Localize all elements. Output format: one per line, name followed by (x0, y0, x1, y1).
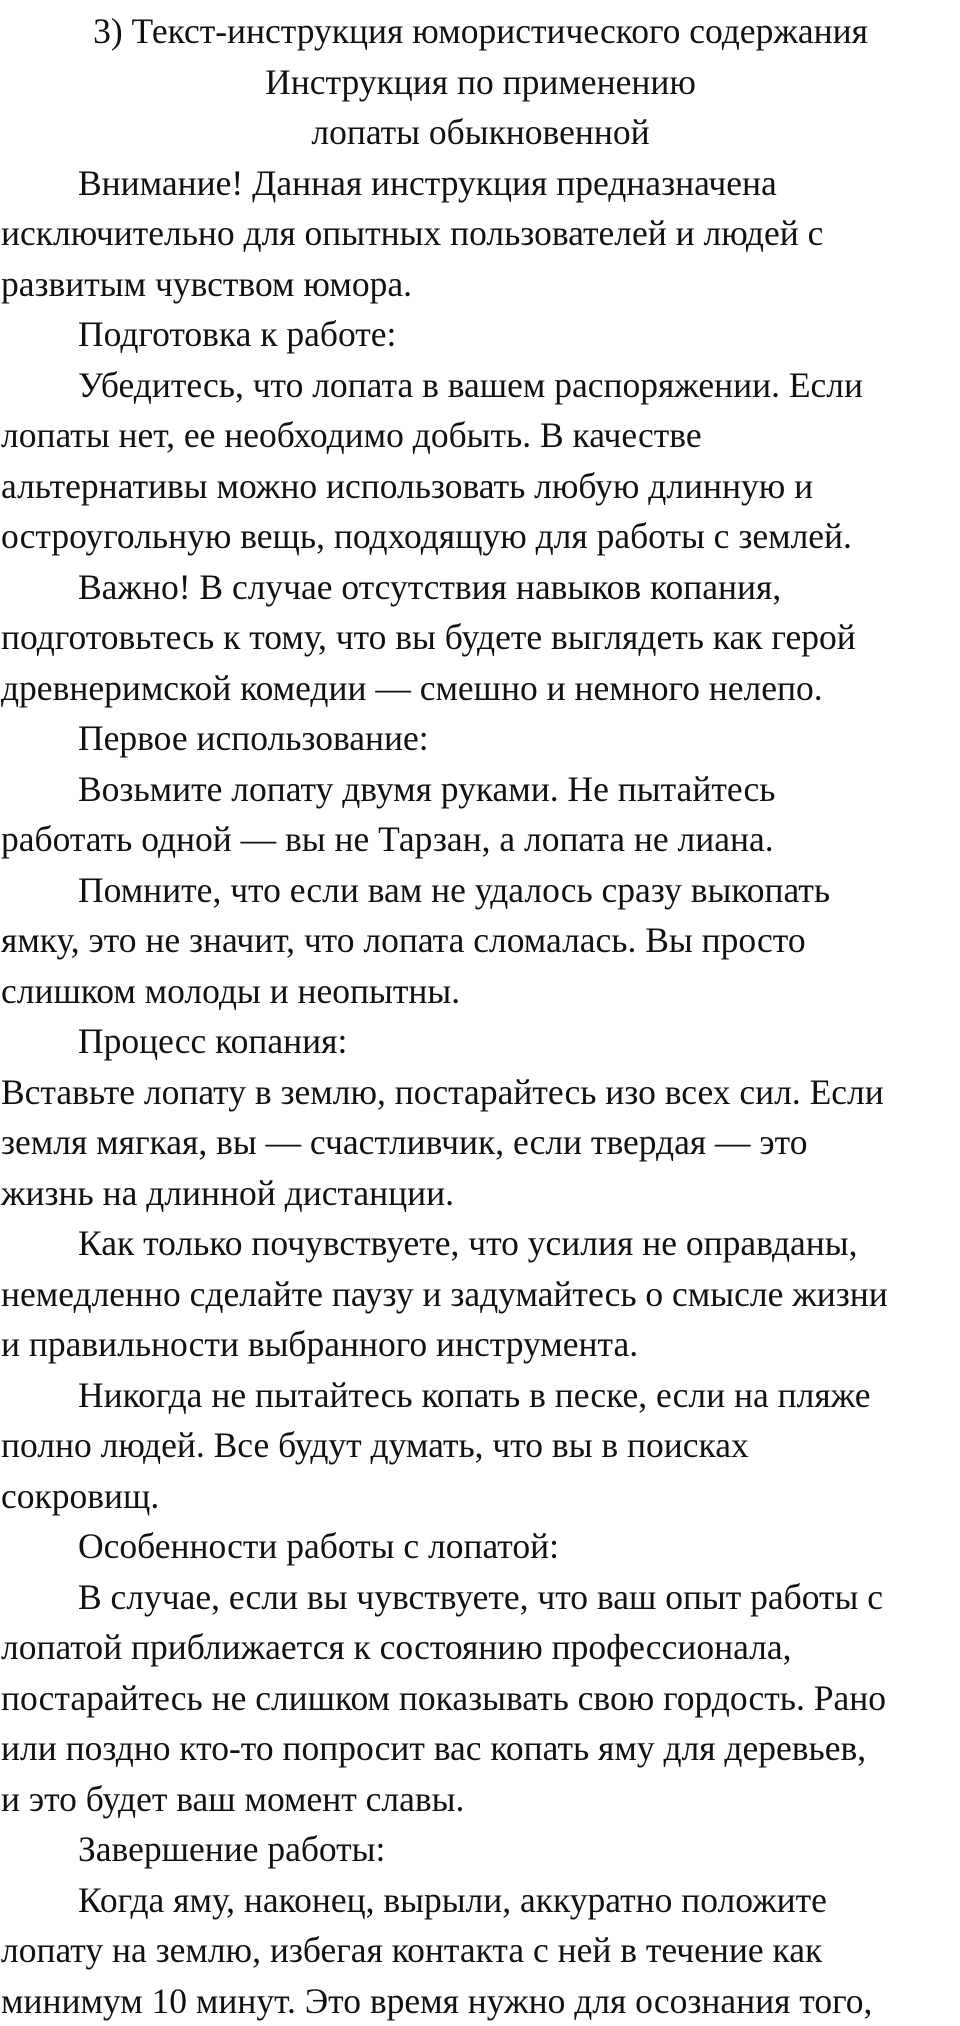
document-title-line-1: Инструкция по применению (1, 57, 960, 108)
section-heading-first-use: Первое использование: (1, 713, 960, 764)
features-paragraph-line: и это будет ваш момент славы. (1, 1774, 960, 1825)
sand-paragraph-line: полно людей. Все будут думать, что вы в поисках (1, 1420, 960, 1471)
document-title-line-2: лопаты обыкновенной (1, 107, 960, 158)
features-paragraph-line: постарайтесь не слишком показывать свою гордость. Рано (1, 1673, 960, 1724)
important-paragraph-line: Важно! В случае отсутствия навыков копания, (1, 562, 960, 613)
first-use-paragraph-line: Возьмите лопату двумя руками. Не пытайтесь (1, 764, 960, 815)
section-heading-preparation: Подготовка к работе: (1, 309, 960, 360)
digging-paragraph-line: земля мягкая, вы — счастливчик, если твердая — это (1, 1117, 960, 1168)
section-heading-completion: Завершение работы: (1, 1824, 960, 1875)
preparation-paragraph-line: лопаты нет, ее необходимо добыть. В качестве (1, 410, 960, 461)
completion-paragraph-line: лопату на землю, избегая контакта с ней в течение как (1, 1925, 960, 1976)
warning-paragraph-line: исключительно для опытных пользователей и людей с (1, 208, 960, 259)
features-paragraph-line: или поздно кто-то попросит вас копать яму для деревьев, (1, 1723, 960, 1774)
important-paragraph-line: древнеримской комедии — смешно и немного нелепо. (1, 663, 960, 714)
warning-paragraph-line: развитым чувством юмора. (1, 259, 960, 310)
preparation-paragraph-line: альтернативы можно использовать любую длинную и (1, 461, 960, 512)
sand-paragraph-line: сокровищ. (1, 1471, 960, 1522)
section-heading-features: Особенности работы с лопатой: (1, 1521, 960, 1572)
completion-paragraph-line: минимум 10 минут. Это время нужно для осознания того, (1, 1976, 960, 2026)
digging-paragraph-line: Вставьте лопату в землю, постарайтесь изо всех сил. Если (1, 1067, 960, 1118)
remember-paragraph-line: слишком молоды и неопытны. (1, 966, 960, 1017)
warning-paragraph-line: Внимание! Данная инструкция предназначена (1, 158, 960, 209)
pause-paragraph-line: и правильности выбранного инструмента. (1, 1319, 960, 1370)
pause-paragraph-line: немедленно сделайте паузу и задумайтесь о смысле жизни (1, 1269, 960, 1320)
first-use-paragraph-line: работать одной — вы не Тарзан, а лопата не лиана. (1, 814, 960, 865)
section-heading-digging: Процесс копания: (1, 1016, 960, 1067)
pause-paragraph-line: Как только почувствуете, что усилия не оправданы, (1, 1218, 960, 1269)
remember-paragraph-line: Помните, что если вам не удалось сразу выкопать (1, 865, 960, 916)
sand-paragraph-line: Никогда не пытайтесь копать в песке, если на пляже (1, 1370, 960, 1421)
features-paragraph-line: В случае, если вы чувствуете, что ваш опыт работы с (1, 1572, 960, 1623)
section-title: 3) Текст-инструкция юмористического содержания (1, 6, 960, 57)
completion-paragraph-line: Когда яму, наконец, вырыли, аккуратно положите (1, 1875, 960, 1926)
preparation-paragraph-line: остроугольную вещь, подходящую для работы с землей. (1, 511, 960, 562)
preparation-paragraph-line: Убедитесь, что лопата в вашем распоряжении. Если (1, 360, 960, 411)
digging-paragraph-line: жизнь на длинной дистанции. (1, 1168, 960, 1219)
features-paragraph-line: лопатой приближается к состоянию профессионала, (1, 1622, 960, 1673)
remember-paragraph-line: ямку, это не значит, что лопата сломалась. Вы просто (1, 915, 960, 966)
important-paragraph-line: подготовьтесь к тому, что вы будете выглядеть как герой (1, 612, 960, 663)
